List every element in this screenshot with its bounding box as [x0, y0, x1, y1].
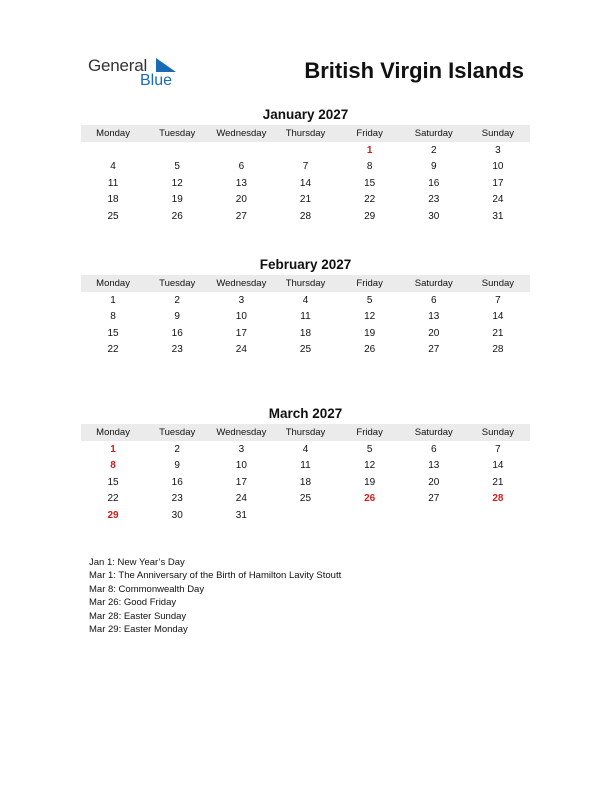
day-cell: 3 [238, 443, 245, 455]
day-cell: 13 [428, 460, 440, 472]
weekday-label: Thursday [285, 278, 326, 289]
day-cell: 18 [299, 476, 312, 488]
day-cell: 20 [235, 194, 247, 206]
day-cell: 2 [174, 294, 180, 306]
holiday-item: Mar 28: Easter Sunday [89, 610, 187, 622]
day-cell: 25 [299, 493, 312, 505]
month-calendar-january [81, 106, 530, 225]
weekday-label: Friday [356, 427, 383, 438]
week-row [81, 342, 530, 359]
day-cell: 13 [235, 177, 247, 189]
day-cell: 15 [107, 476, 119, 488]
weekday-header [81, 424, 530, 441]
week-row [81, 507, 530, 524]
holiday-item: Mar 8: Commonwealth Day [89, 583, 205, 595]
weekday-label: Sunday [481, 278, 515, 289]
day-cell: 31 [235, 509, 247, 521]
generalblue-logo [88, 56, 198, 92]
day-cell: 14 [492, 460, 504, 472]
day-cell: 9 [430, 161, 437, 173]
day-cell: 1 [366, 144, 373, 156]
week-row [81, 325, 530, 342]
weekday-label: Tuesday [159, 278, 196, 289]
day-cell: 23 [171, 493, 183, 505]
weekday-label: Tuesday [159, 427, 196, 438]
day-cell: 20 [428, 476, 440, 488]
day-cell: 21 [492, 327, 504, 339]
day-cell: 4 [110, 161, 116, 173]
day-cell: 3 [495, 144, 501, 156]
day-cell: 8 [110, 460, 116, 472]
week-row [81, 441, 530, 458]
weekday-label: Wednesday [216, 427, 267, 438]
weekday-label: Tuesday [159, 128, 196, 139]
day-cell: 28 [299, 210, 312, 222]
week-row [81, 292, 530, 309]
day-cell: 23 [428, 194, 440, 206]
day-cell: 15 [364, 177, 376, 189]
day-cell: 25 [107, 210, 119, 222]
day-cell: 27 [428, 493, 440, 505]
day-cell: 24 [235, 344, 247, 356]
day-cell: 5 [174, 161, 180, 173]
week-row [81, 309, 530, 326]
day-cell: 19 [171, 194, 183, 206]
day-cell: 16 [428, 177, 440, 189]
day-cell: 21 [299, 194, 312, 206]
day-cell: 29 [107, 509, 119, 521]
week-row [81, 491, 530, 508]
month-title: March 2027 [268, 406, 343, 421]
week-row [81, 142, 530, 159]
month-calendar-march [81, 405, 530, 524]
day-cell: 23 [171, 344, 183, 356]
day-cell: 22 [107, 493, 119, 505]
weekday-label: Sunday [481, 427, 515, 438]
day-cell: 26 [171, 210, 183, 222]
month-weeks [81, 441, 530, 524]
day-cell: 29 [364, 210, 376, 222]
day-cell: 9 [174, 460, 180, 472]
day-cell: 19 [364, 476, 376, 488]
day-cell: 30 [171, 509, 183, 521]
weekday-label: Thursday [285, 427, 326, 438]
weekday-label: Saturday [414, 128, 453, 139]
day-cell: 21 [492, 476, 504, 488]
day-cell: 8 [110, 311, 116, 323]
week-row [81, 458, 530, 475]
day-cell: 10 [492, 161, 504, 173]
weekday-label: Monday [96, 427, 130, 438]
day-cell: 24 [492, 194, 504, 206]
day-cell: 4 [302, 443, 309, 455]
weekday-label: Saturday [414, 427, 453, 438]
day-cell: 12 [171, 177, 183, 189]
holiday-item: Mar 26: Good Friday [89, 597, 177, 609]
day-cell: 18 [107, 194, 119, 206]
day-cell: 2 [174, 443, 180, 455]
month-weeks [81, 292, 530, 358]
day-cell: 22 [364, 194, 376, 206]
day-cell: 26 [364, 344, 376, 356]
day-cell: 12 [364, 460, 376, 472]
week-row [81, 159, 530, 176]
day-cell: 7 [495, 443, 501, 455]
day-cell: 14 [492, 311, 504, 323]
day-cell: 15 [107, 327, 119, 339]
day-cell: 2 [430, 144, 437, 156]
month-calendar-february [81, 256, 530, 358]
day-cell: 11 [107, 177, 119, 189]
day-cell: 4 [302, 294, 309, 306]
day-cell: 10 [235, 311, 247, 323]
logo-text-general: General [88, 56, 148, 75]
day-cell: 9 [174, 311, 180, 323]
weekday-label: Monday [96, 128, 130, 139]
holiday-item: Mar 29: Easter Monday [89, 624, 188, 636]
week-row [81, 192, 530, 209]
day-cell: 14 [299, 177, 312, 189]
day-cell: 26 [364, 493, 376, 505]
day-cell: 6 [238, 161, 245, 173]
week-row [81, 208, 530, 225]
weekday-label: Wednesday [216, 278, 267, 289]
month-weeks [81, 142, 530, 225]
month-title: January 2027 [262, 107, 349, 122]
day-cell: 27 [428, 344, 440, 356]
day-cell: 16 [171, 476, 183, 488]
day-cell: 8 [366, 161, 373, 173]
day-cell: 11 [300, 460, 311, 472]
weekday-label: Thursday [285, 128, 326, 139]
weekday-label: Saturday [414, 278, 453, 289]
week-row [81, 175, 530, 192]
day-cell: 24 [235, 493, 247, 505]
day-cell: 11 [300, 311, 311, 323]
weekday-label: Wednesday [216, 128, 267, 139]
logo-text-blue: Blue [140, 72, 173, 89]
day-cell: 25 [299, 344, 312, 356]
day-cell: 17 [235, 327, 247, 339]
day-cell: 30 [428, 210, 440, 222]
day-cell: 6 [430, 443, 437, 455]
day-cell: 3 [238, 294, 245, 306]
day-cell: 6 [430, 294, 437, 306]
day-cell: 13 [428, 311, 440, 323]
logo-triangle-icon [156, 58, 176, 72]
holiday-item: Jan 1: New Year’s Day [89, 557, 185, 568]
day-cell: 28 [492, 344, 504, 356]
day-cell: 7 [495, 294, 501, 306]
holiday-list [89, 556, 359, 636]
weekday-label: Sunday [481, 128, 515, 139]
day-cell: 5 [366, 294, 373, 306]
page-title: British Virgin Islands [304, 58, 524, 83]
holiday-item: Mar 1: The Anniversary of the Birth of Hamilton Lavity Stoutt [89, 570, 342, 582]
weekday-header [81, 275, 530, 292]
day-cell: 5 [366, 443, 373, 455]
day-cell: 31 [492, 210, 504, 222]
day-cell: 16 [171, 327, 183, 339]
day-cell: 17 [235, 476, 247, 488]
day-cell: 1 [110, 443, 116, 455]
weekday-header [81, 125, 530, 142]
day-cell: 10 [235, 460, 247, 472]
day-cell: 7 [302, 161, 309, 173]
day-cell: 19 [364, 327, 376, 339]
day-cell: 22 [107, 344, 119, 356]
day-cell: 18 [299, 327, 312, 339]
day-cell: 1 [110, 294, 116, 306]
day-cell: 28 [492, 493, 504, 505]
day-cell: 20 [428, 327, 440, 339]
week-row [81, 474, 530, 491]
day-cell: 27 [235, 210, 247, 222]
weekday-label: Friday [356, 128, 383, 139]
weekday-label: Friday [356, 278, 383, 289]
day-cell: 12 [364, 311, 376, 323]
month-title: February 2027 [259, 257, 352, 272]
weekday-label: Monday [96, 278, 130, 289]
day-cell: 17 [492, 177, 504, 189]
